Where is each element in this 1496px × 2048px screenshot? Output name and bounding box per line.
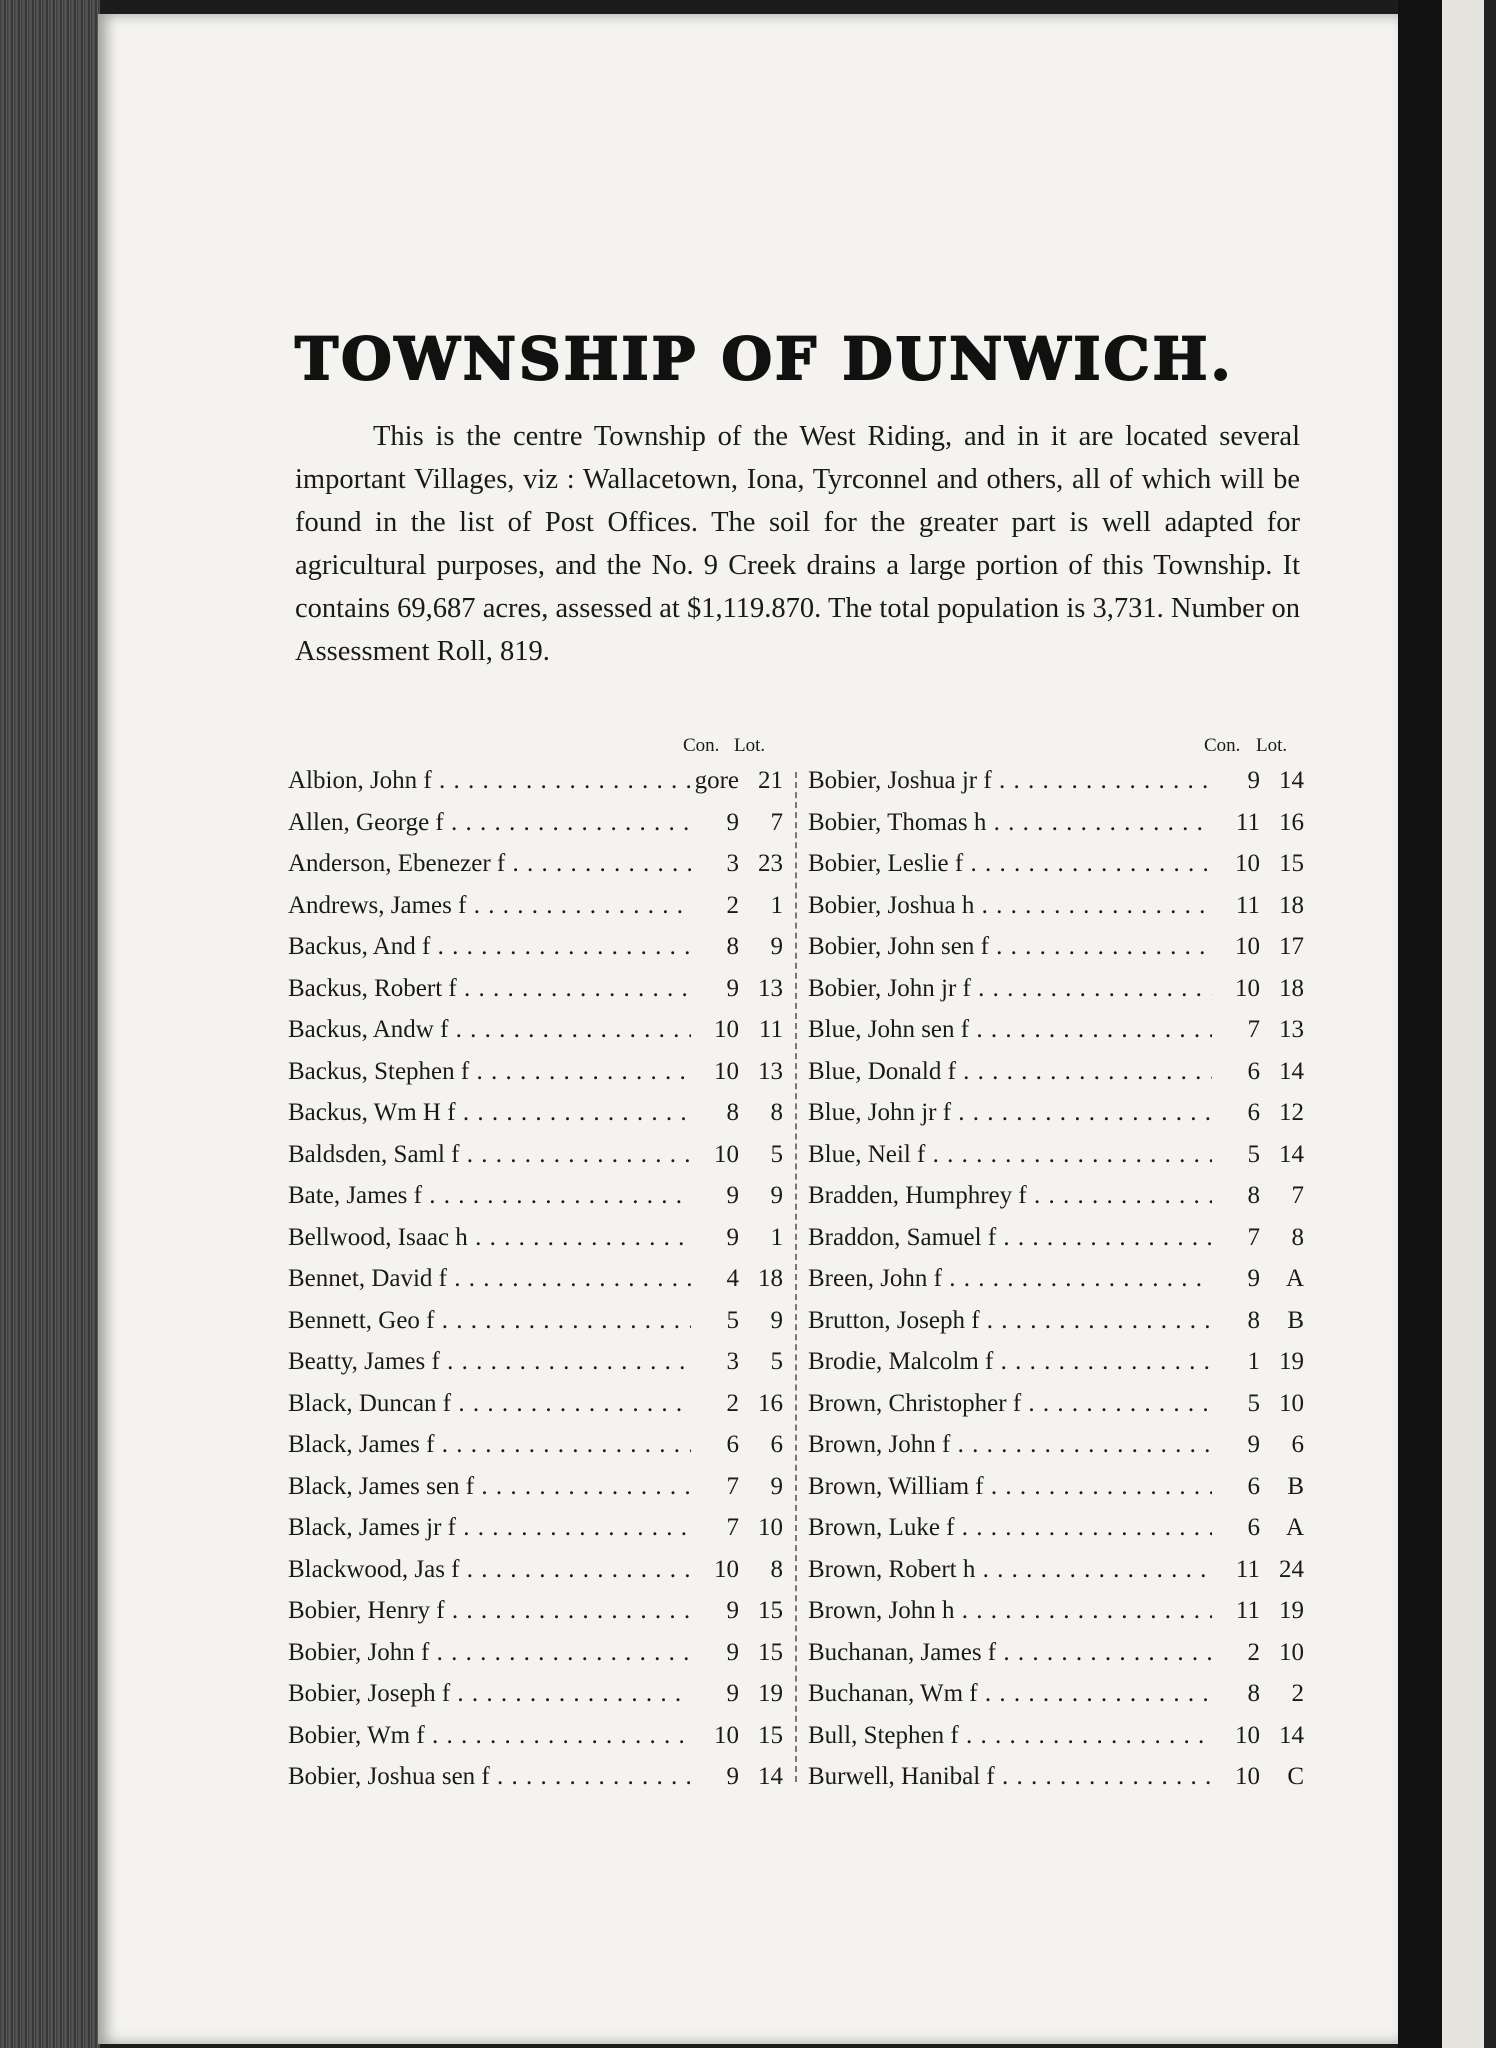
entry-con: 10 xyxy=(714,1555,739,1583)
entry-lot: 6 xyxy=(1291,1431,1304,1458)
entry-lot: 15 xyxy=(1279,850,1304,877)
entry-con: 7 xyxy=(726,1514,739,1541)
directory-entry xyxy=(808,1556,1304,1598)
entry-name: Bate, James f . . . xyxy=(288,1182,691,1210)
entry-con: 9 xyxy=(726,1638,739,1666)
directory-entry xyxy=(808,1307,1304,1349)
entry-con: 9 xyxy=(726,1763,739,1790)
entry-name: Andrews, James f . . . xyxy=(288,892,691,920)
entry-name: Blue, John jr f . . . xyxy=(808,1099,1212,1127)
entry-name: Breen, John f . . . xyxy=(808,1265,1212,1293)
entry-lot: 8 xyxy=(770,1099,783,1126)
column-header xyxy=(808,735,1304,767)
entry-lot: 11 xyxy=(758,1016,783,1043)
directory-entry xyxy=(808,1099,1304,1141)
entry-con: 8 xyxy=(1247,1306,1260,1334)
entry-name: Baldsden, Saml f . . . xyxy=(288,1141,691,1169)
directory-entry xyxy=(808,1473,1304,1515)
directory-entry xyxy=(288,809,783,851)
entry-lot: 23 xyxy=(758,850,783,877)
directory-entry xyxy=(808,1265,1304,1307)
directory-entry xyxy=(288,1099,783,1141)
entry-name: Bellwood, Isaac h . . . xyxy=(288,1224,691,1252)
entry-con: 3 xyxy=(726,850,739,877)
directory-entry xyxy=(288,1016,783,1058)
directory-entry xyxy=(288,1390,783,1432)
entry-name: Braddon, Samuel f . . . xyxy=(808,1224,1212,1252)
directory-entry xyxy=(288,1473,783,1515)
entry-name: Blue, Donald f . . . xyxy=(808,1058,1212,1086)
entry-lot: 7 xyxy=(770,808,783,836)
entry-name: Brown, Luke f . . . xyxy=(808,1514,1212,1542)
entry-name: Bobier, Thomas h . . . xyxy=(808,809,1212,837)
entry-lot: 5 xyxy=(770,1348,783,1375)
entry-lot: 18 xyxy=(1279,974,1304,1002)
entry-name: Backus, Robert f . . . xyxy=(288,975,691,1003)
entry-name: Brown, John f . . . xyxy=(808,1431,1212,1459)
entry-name: Backus, Andw f . . . xyxy=(288,1016,691,1044)
entry-lot: 2 xyxy=(1291,1680,1304,1707)
entry-con: 9 xyxy=(726,974,739,1002)
directory-entry xyxy=(288,1182,783,1224)
entry-name: Black, James jr f . . . xyxy=(288,1514,691,1542)
entry-lot: 9 xyxy=(770,1306,783,1334)
directory-entry xyxy=(808,1348,1304,1390)
directory-entry xyxy=(288,1224,783,1266)
directory-entry xyxy=(808,1680,1304,1722)
entry-con: 6 xyxy=(726,1431,739,1458)
entry-con: 3 xyxy=(726,1348,739,1375)
directory-entry xyxy=(288,1556,783,1598)
entry-con: 9 xyxy=(726,1680,739,1707)
directory-entry xyxy=(808,767,1304,809)
entry-con: 2 xyxy=(1247,1638,1260,1666)
entry-name: Blue, Neil f . . . xyxy=(808,1141,1212,1169)
entry-lot: 8 xyxy=(1291,1223,1304,1251)
directory-entry xyxy=(808,1431,1304,1473)
directory-entry xyxy=(288,975,783,1017)
entry-con: 9 xyxy=(726,1182,739,1209)
entry-name: Bobier, Joshua sen f . . . xyxy=(288,1763,691,1791)
directory-entry xyxy=(288,1348,783,1390)
entry-lot: 15 xyxy=(758,1721,783,1749)
entry-name: Brown, William f . . . xyxy=(808,1473,1212,1501)
entry-con: 8 xyxy=(1247,1680,1260,1707)
entry-name: Brown, John h . . . xyxy=(808,1597,1212,1625)
entry-name: Brown, Christopher f . . . xyxy=(808,1390,1212,1418)
entry-lot: B xyxy=(1287,1306,1304,1334)
entry-con: 10 xyxy=(714,1721,739,1749)
entry-lot: 9 xyxy=(770,933,783,960)
directory-entry xyxy=(808,1390,1304,1432)
entry-name: Bennett, Geo f . . . xyxy=(288,1307,691,1335)
entry-con: 10 xyxy=(1235,850,1260,877)
lot-header: Lot. xyxy=(734,735,766,756)
entry-con: 2 xyxy=(726,891,739,919)
directory-entry xyxy=(288,1722,783,1764)
directory-rows-left xyxy=(288,767,783,1805)
entry-con: 6 xyxy=(1247,1099,1260,1126)
directory-entry xyxy=(288,1141,783,1183)
entry-lot: 18 xyxy=(1279,891,1304,919)
entry-lot: 24 xyxy=(1279,1555,1304,1583)
entry-lot: 10 xyxy=(1279,1638,1304,1666)
entry-con: 11 xyxy=(1235,1555,1260,1583)
lot-header: Lot. xyxy=(1256,735,1288,756)
entry-con: 7 xyxy=(1247,1223,1260,1251)
directory-entry xyxy=(288,1514,783,1556)
entry-con: 2 xyxy=(726,1389,739,1417)
entry-name: Brodie, Malcolm f . . . xyxy=(808,1348,1212,1376)
entry-lot: C xyxy=(1287,1763,1304,1790)
entry-con: 8 xyxy=(726,1099,739,1126)
entry-name: Brown, Robert h . . . xyxy=(808,1556,1212,1584)
entry-con: 10 xyxy=(714,1057,739,1085)
entry-con: 10 xyxy=(1235,1763,1260,1790)
entry-name: Buchanan, James f . . . xyxy=(808,1639,1212,1667)
entry-lot: 15 xyxy=(758,1597,783,1624)
book-page-edges xyxy=(0,0,100,2048)
directory-entry xyxy=(808,1058,1304,1100)
adjacent-page-edge xyxy=(1484,0,1496,2048)
entry-con: 10 xyxy=(1235,974,1260,1002)
entry-con: 6 xyxy=(1247,1472,1260,1500)
directory-entry xyxy=(808,975,1304,1017)
entry-con: 10 xyxy=(714,1140,739,1168)
entry-con: 9 xyxy=(726,1597,739,1624)
directory-entry xyxy=(288,850,783,892)
con-header: Con. xyxy=(1204,735,1241,756)
entry-con: 9 xyxy=(1247,1431,1260,1458)
column-divider xyxy=(795,772,797,1782)
entry-con: 4 xyxy=(726,1265,739,1292)
entry-name: Bobier, Joseph f . . . xyxy=(288,1680,691,1708)
entry-name: Brutton, Joseph f . . . xyxy=(808,1307,1212,1335)
entry-lot: A xyxy=(1285,1514,1304,1541)
directory-entry xyxy=(288,1431,783,1473)
entry-lot: A xyxy=(1285,1265,1304,1292)
entry-lot: 13 xyxy=(1279,1016,1304,1043)
entry-lot: 10 xyxy=(1279,1389,1304,1417)
entry-con: 8 xyxy=(1247,1182,1260,1209)
directory-entry xyxy=(288,1307,783,1349)
entry-con: 9 xyxy=(1247,1265,1260,1292)
entry-name: Backus, Wm H f . . . xyxy=(288,1099,691,1127)
entry-con: 11 xyxy=(1235,891,1260,919)
entry-con: 10 xyxy=(714,1016,739,1043)
entry-con: 9 xyxy=(1247,767,1260,794)
entry-con: 5 xyxy=(1247,1140,1260,1168)
entry-name: Black, James sen f . . . xyxy=(288,1473,691,1501)
directory-entry xyxy=(288,1763,783,1805)
entry-name: Backus, And f . . . xyxy=(288,933,691,961)
entry-con: 9 xyxy=(726,1223,739,1251)
directory-entry xyxy=(288,933,783,975)
entry-con: 6 xyxy=(1247,1057,1260,1085)
entry-con: 1 xyxy=(1247,1348,1260,1375)
entry-name: Bobier, John f . . . xyxy=(288,1639,691,1667)
entry-lot: 14 xyxy=(758,1763,783,1790)
entry-lot: 7 xyxy=(1291,1182,1304,1209)
entry-lot: 14 xyxy=(1279,1140,1304,1168)
entry-lot: 15 xyxy=(758,1638,783,1666)
directory-column-left xyxy=(288,735,783,1805)
entry-con: 6 xyxy=(1247,1514,1260,1541)
entry-lot: 1 xyxy=(770,1223,783,1251)
directory-entry xyxy=(808,1224,1304,1266)
entry-con: 11 xyxy=(1235,808,1260,836)
directory-entry xyxy=(808,1763,1304,1805)
entry-lot: 9 xyxy=(770,1472,783,1500)
entry-name: Anderson, Ebenezer f . . . xyxy=(288,850,691,878)
directory-entry xyxy=(288,1639,783,1681)
entry-con: 11 xyxy=(1235,1597,1260,1624)
entry-lot: 17 xyxy=(1279,933,1304,960)
entry-lot: 14 xyxy=(1279,1057,1304,1085)
entry-name: Bobier, Joshua jr f . . . xyxy=(808,767,1212,795)
entry-lot: 8 xyxy=(770,1555,783,1583)
book-binding xyxy=(1398,0,1442,2048)
entry-lot: 19 xyxy=(758,1680,783,1707)
entry-name: Bobier, Leslie f . . . xyxy=(808,850,1212,878)
entry-name: Bennet, David f . . . xyxy=(288,1265,691,1293)
directory-entry xyxy=(808,850,1304,892)
entry-name: Bobier, Henry f . . . xyxy=(288,1597,691,1625)
directory-entry xyxy=(808,1182,1304,1224)
directory-column-right xyxy=(808,735,1304,1805)
entry-lot: 9 xyxy=(770,1182,783,1209)
entry-lot: 16 xyxy=(1279,808,1304,836)
entry-name: Black, James f . . . xyxy=(288,1431,691,1459)
directory-entry xyxy=(288,1058,783,1100)
entry-lot: 16 xyxy=(758,1389,783,1417)
entry-lot: 14 xyxy=(1279,1721,1304,1749)
directory-entry xyxy=(288,1680,783,1722)
entry-name: Backus, Stephen f . . . xyxy=(288,1058,691,1086)
entry-lot: B xyxy=(1287,1472,1304,1500)
page-title: TOWNSHIP OF DUNWICH. xyxy=(295,325,1234,393)
entry-lot: 21 xyxy=(758,767,783,794)
directory-entry xyxy=(288,767,783,809)
directory-entry xyxy=(808,1639,1304,1681)
entry-lot: 19 xyxy=(1279,1348,1304,1375)
entry-lot: 1 xyxy=(770,891,783,919)
entry-name: Blue, John sen f . . . xyxy=(808,1016,1212,1044)
entry-name: Black, Duncan f . . . xyxy=(288,1390,691,1418)
directory-entry xyxy=(808,892,1304,934)
entry-lot: 19 xyxy=(1279,1597,1304,1624)
intro-paragraph: This is the centre Township of the West Riding, and in it are located several important Villages, viz : Wallacetown, Iona, Tyrconnel and others, all of which will be found in the list of Post Offices. The soil for the greater part is well adapted for agricultural purposes, and the No. 9 Creek drains a large portion of this Township. It contains 69,687 acres, assessed at $1,119.870. The total population is 3,731. Number on Assessment Roll, 819. xyxy=(295,421,1300,667)
entry-con: 10 xyxy=(1235,933,1260,960)
entry-lot: 13 xyxy=(758,974,783,1002)
entry-con: 7 xyxy=(1247,1016,1260,1043)
entry-name: Bobier, Wm f . . . xyxy=(288,1722,691,1750)
entry-lot: 13 xyxy=(758,1057,783,1085)
entry-name: Bobier, John sen f . . . xyxy=(808,933,1212,961)
con-header: Con. xyxy=(683,735,720,756)
entry-lot: 12 xyxy=(1279,1099,1304,1126)
directory-entry xyxy=(808,1016,1304,1058)
entry-con: 5 xyxy=(1247,1389,1260,1417)
entry-name: Bradden, Humphrey f . . . xyxy=(808,1182,1212,1210)
directory-entry xyxy=(288,1265,783,1307)
entry-lot: 6 xyxy=(770,1431,783,1458)
entry-con: 5 xyxy=(726,1306,739,1334)
entry-name: Allen, George f . . . xyxy=(288,809,691,837)
entry-name: Blackwood, Jas f . . . xyxy=(288,1556,691,1584)
entry-lot: 5 xyxy=(770,1140,783,1168)
entry-name: Buchanan, Wm f . . . xyxy=(808,1680,1212,1708)
entry-lot: 18 xyxy=(758,1265,783,1292)
entry-name: Bobier, Joshua h . . . xyxy=(808,892,1212,920)
directory-entry xyxy=(288,1597,783,1639)
entry-name: Beatty, James f . . . xyxy=(288,1348,691,1376)
entry-con: 7 xyxy=(726,1472,739,1500)
directory-entry xyxy=(808,1597,1304,1639)
entry-con: 9 xyxy=(726,808,739,836)
entry-name: Albion, John f . . . xyxy=(288,767,691,795)
entry-lot: 10 xyxy=(758,1514,783,1541)
entry-name: Burwell, Hanibal f . . . xyxy=(808,1763,1212,1791)
directory-rows-right xyxy=(808,767,1304,1805)
directory-entry xyxy=(808,809,1304,851)
entry-con: 10 xyxy=(1235,1721,1260,1749)
entry-name: Bobier, John jr f . . . xyxy=(808,975,1212,1003)
directory-entry xyxy=(808,1722,1304,1764)
directory-entry xyxy=(808,1141,1304,1183)
directory-entry xyxy=(808,1514,1304,1556)
column-header xyxy=(288,735,783,767)
entry-lot: 14 xyxy=(1279,767,1304,794)
entry-con: gore xyxy=(694,767,739,794)
directory-entry xyxy=(808,933,1304,975)
entry-con: 8 xyxy=(726,933,739,960)
directory-entry xyxy=(288,892,783,934)
entry-name: Bull, Stephen f . . . xyxy=(808,1722,1212,1750)
